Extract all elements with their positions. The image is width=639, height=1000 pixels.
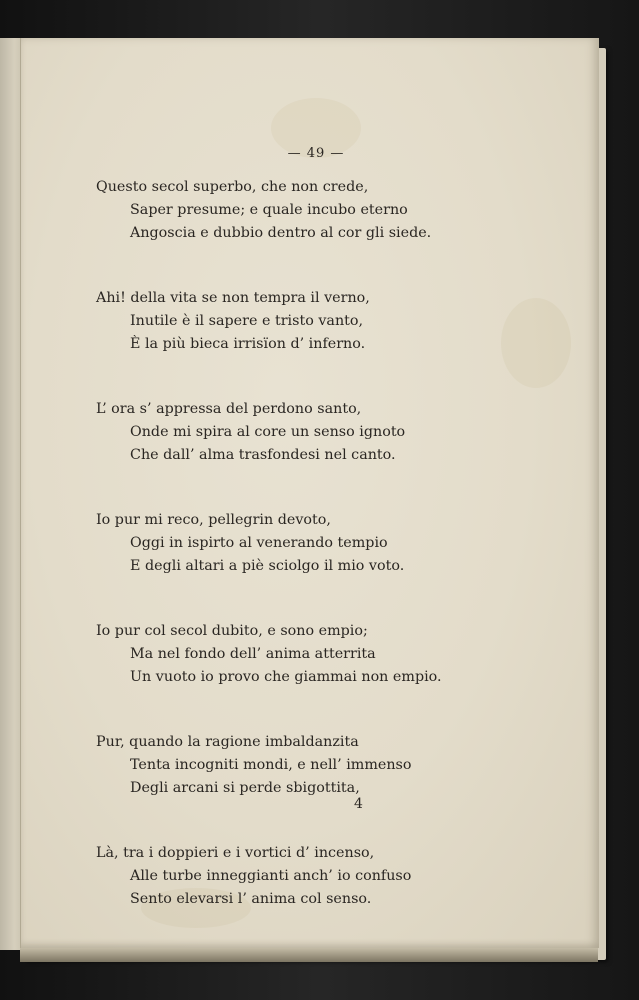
verse-line: Saper presume; e quale incubo eterno xyxy=(130,202,408,218)
page-number: — 49 — xyxy=(287,146,345,161)
verse-line: È la più bieca irrisïon d’ inferno. xyxy=(130,336,366,352)
poem-text xyxy=(96,176,556,953)
verse-line: Questo secol superbo, che non crede, xyxy=(96,179,369,195)
verse-line: L’ ora s’ appressa del perdono santo, xyxy=(96,401,362,417)
verse-line: Che dall’ alma trasfondesi nel canto. xyxy=(130,447,396,463)
stanza xyxy=(96,731,556,800)
book-page xyxy=(20,38,599,948)
verse-line: Pur, quando la ragione imbaldanzita xyxy=(96,734,359,750)
verse-line: Oggi in ispirto al venerando tempio xyxy=(130,535,388,551)
stanza xyxy=(96,287,556,356)
verse-line: Inutile è il sapere e tristo vanto, xyxy=(130,313,364,329)
stanza xyxy=(96,842,556,911)
stanza xyxy=(96,620,556,689)
verse-line: E degli altari a piè sciolgo il mio voto. xyxy=(130,558,405,574)
stanza xyxy=(96,176,556,245)
verse-line: Io pur col secol dubito, e sono empio; xyxy=(96,623,368,639)
verse-line: Ahi! della vita se non tempra il verno, xyxy=(96,290,370,306)
verse-line: Onde mi spira al core un senso ignoto xyxy=(130,424,406,440)
stanza xyxy=(96,509,556,578)
verse-line: Alle turbe inneggianti anch’ io confuso xyxy=(130,868,412,884)
verse-line: Un vuoto io provo che giammai non empio. xyxy=(130,669,442,685)
verse-line: Io pur mi reco, pellegrin devoto, xyxy=(96,512,331,528)
verse-line: Ma nel fondo dell’ anima atterrita xyxy=(130,646,376,662)
page-bottom-edge xyxy=(20,948,598,962)
verse-line: Degli arcani si perde sbigottita, xyxy=(130,780,360,796)
verse-line: Angoscia e dubbio dentro al cor gli siede. xyxy=(130,225,432,241)
verse-line: Tenta incogniti mondi, e nell’ immenso xyxy=(130,757,412,773)
verse-line: Sento elevarsi l’ anima col senso. xyxy=(130,891,372,907)
signature-mark: 4 xyxy=(354,796,363,812)
verse-line: Là, tra i doppieri e i vortici d’ incenso, xyxy=(96,845,375,861)
stanza xyxy=(96,398,556,467)
